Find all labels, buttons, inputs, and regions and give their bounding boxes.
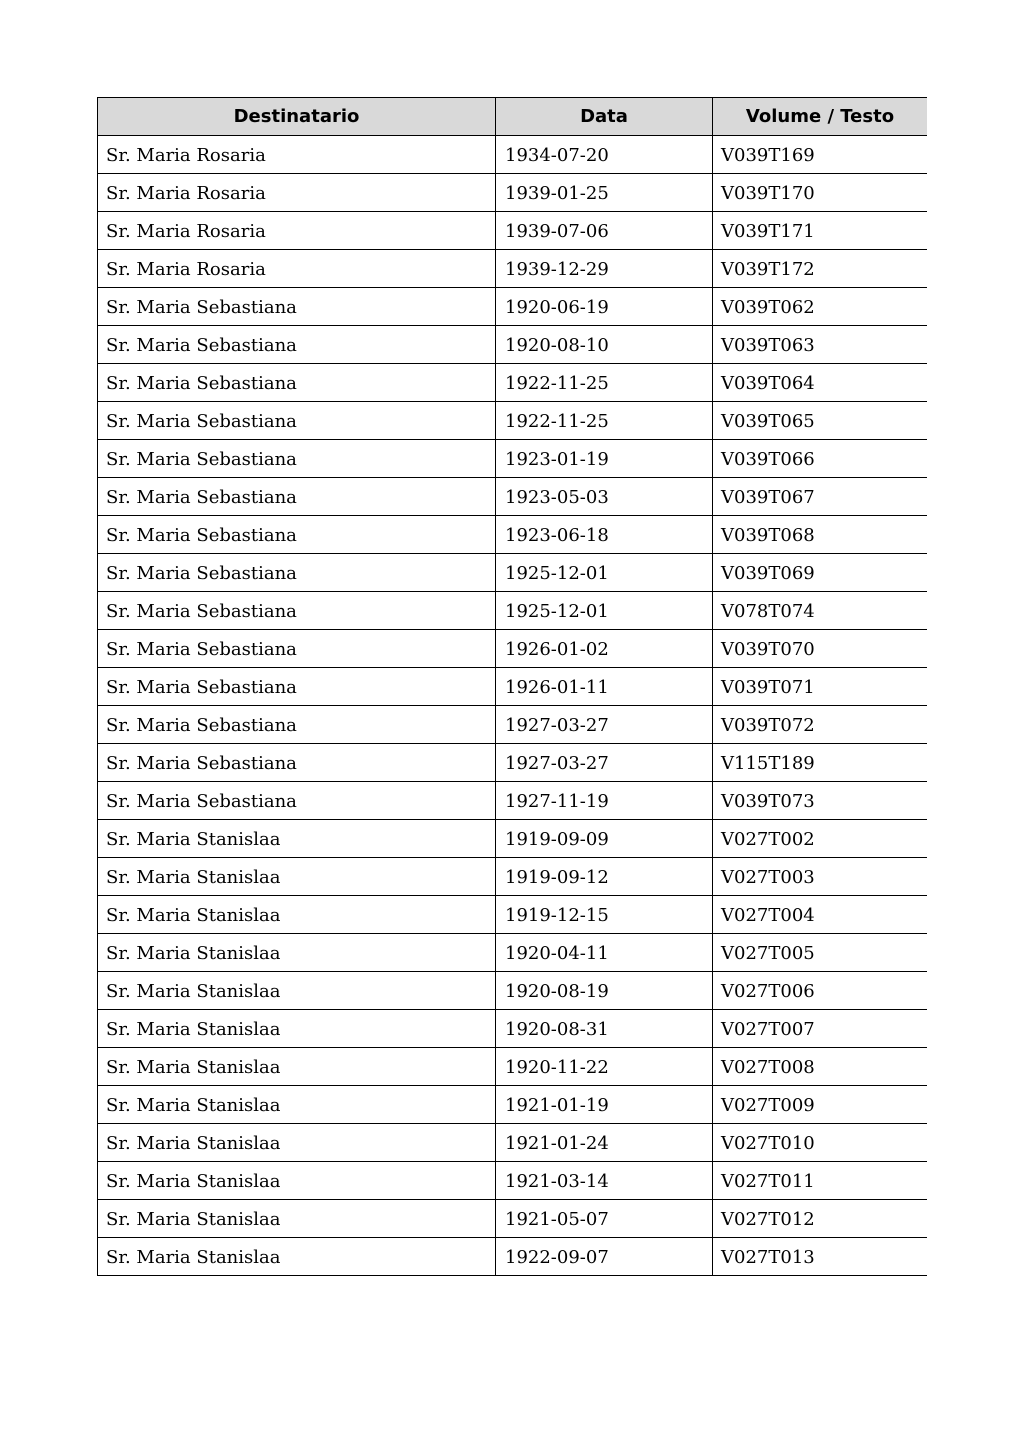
table-row: [98, 1124, 928, 1162]
cell-data: 1939-12-29: [496, 250, 713, 288]
cell-destinatario: Sr. Maria Sebastiana: [98, 326, 496, 364]
header-data: Data: [496, 98, 713, 136]
cell-volume-testo: V039T171: [713, 212, 928, 250]
cell-volume-testo: V027T009: [713, 1086, 928, 1124]
cell-destinatario: Sr. Maria Stanislaa: [98, 1124, 496, 1162]
cell-data: 1920-11-22: [496, 1048, 713, 1086]
cell-volume-testo: V039T062: [713, 288, 928, 326]
cell-volume-testo: V039T066: [713, 440, 928, 478]
cell-data: 1919-12-15: [496, 896, 713, 934]
header-volume-testo: Volume / Testo: [713, 98, 928, 136]
cell-data: 1923-05-03: [496, 478, 713, 516]
cell-data: 1919-09-09: [496, 820, 713, 858]
cell-data: 1925-12-01: [496, 554, 713, 592]
records-table: [97, 97, 927, 1276]
table-row: [98, 1010, 928, 1048]
cell-destinatario: Sr. Maria Stanislaa: [98, 858, 496, 896]
cell-data: 1921-01-24: [496, 1124, 713, 1162]
cell-destinatario: Sr. Maria Rosaria: [98, 250, 496, 288]
cell-data: 1920-08-10: [496, 326, 713, 364]
cell-destinatario: Sr. Maria Sebastiana: [98, 364, 496, 402]
table-row: [98, 212, 928, 250]
header-destinatario: Destinatario: [98, 98, 496, 136]
header-row: [98, 98, 928, 136]
cell-data: 1920-06-19: [496, 288, 713, 326]
table-row: [98, 440, 928, 478]
cell-data: 1922-11-25: [496, 364, 713, 402]
table-row: [98, 592, 928, 630]
table-row: [98, 1162, 928, 1200]
cell-data: 1926-01-11: [496, 668, 713, 706]
cell-destinatario: Sr. Maria Sebastiana: [98, 288, 496, 326]
cell-destinatario: Sr. Maria Stanislaa: [98, 896, 496, 934]
cell-data: 1923-01-19: [496, 440, 713, 478]
cell-data: 1922-11-25: [496, 402, 713, 440]
table-row: [98, 554, 928, 592]
cell-destinatario: Sr. Maria Sebastiana: [98, 592, 496, 630]
cell-destinatario: Sr. Maria Sebastiana: [98, 516, 496, 554]
cell-volume-testo: V078T074: [713, 592, 928, 630]
cell-destinatario: Sr. Maria Sebastiana: [98, 554, 496, 592]
table-row: [98, 136, 928, 174]
cell-volume-testo: V027T004: [713, 896, 928, 934]
cell-destinatario: Sr. Maria Sebastiana: [98, 402, 496, 440]
cell-destinatario: Sr. Maria Stanislaa: [98, 934, 496, 972]
cell-volume-testo: V027T011: [713, 1162, 928, 1200]
cell-data: 1920-04-11: [496, 934, 713, 972]
cell-destinatario: Sr. Maria Sebastiana: [98, 440, 496, 478]
cell-data: 1922-09-07: [496, 1238, 713, 1276]
cell-data: 1920-08-31: [496, 1010, 713, 1048]
cell-data: 1919-09-12: [496, 858, 713, 896]
table-header: [98, 98, 928, 136]
cell-volume-testo: V027T005: [713, 934, 928, 972]
cell-volume-testo: V027T008: [713, 1048, 928, 1086]
cell-data: 1939-01-25: [496, 174, 713, 212]
table-row: [98, 288, 928, 326]
table-row: [98, 706, 928, 744]
cell-destinatario: Sr. Maria Sebastiana: [98, 630, 496, 668]
cell-volume-testo: V039T067: [713, 478, 928, 516]
cell-volume-testo: V027T003: [713, 858, 928, 896]
cell-data: 1927-03-27: [496, 706, 713, 744]
cell-volume-testo: V039T068: [713, 516, 928, 554]
cell-destinatario: Sr. Maria Rosaria: [98, 212, 496, 250]
table-row: [98, 516, 928, 554]
cell-destinatario: Sr. Maria Stanislaa: [98, 1162, 496, 1200]
table-row: [98, 972, 928, 1010]
cell-volume-testo: V039T172: [713, 250, 928, 288]
table-row: [98, 1238, 928, 1276]
cell-data: 1934-07-20: [496, 136, 713, 174]
table-row: [98, 402, 928, 440]
cell-data: 1921-03-14: [496, 1162, 713, 1200]
cell-destinatario: Sr. Maria Stanislaa: [98, 1238, 496, 1276]
table-container: [97, 97, 927, 1312]
cell-destinatario: Sr. Maria Stanislaa: [98, 820, 496, 858]
cell-destinatario: Sr. Maria Stanislaa: [98, 1010, 496, 1048]
table-row: [98, 782, 928, 820]
cell-destinatario: Sr. Maria Rosaria: [98, 174, 496, 212]
cell-data: 1927-03-27: [496, 744, 713, 782]
cell-volume-testo: V039T064: [713, 364, 928, 402]
cell-volume-testo: V027T012: [713, 1200, 928, 1238]
table-row: [98, 1086, 928, 1124]
cell-destinatario: Sr. Maria Sebastiana: [98, 744, 496, 782]
cell-volume-testo: V039T070: [713, 630, 928, 668]
cell-data: 1921-01-19: [496, 1086, 713, 1124]
cell-volume-testo: V027T007: [713, 1010, 928, 1048]
cell-volume-testo: V027T013: [713, 1238, 928, 1276]
cell-volume-testo: V039T170: [713, 174, 928, 212]
cell-destinatario: Sr. Maria Stanislaa: [98, 1086, 496, 1124]
cell-volume-testo: V039T065: [713, 402, 928, 440]
table-row: [98, 478, 928, 516]
table-body: [98, 136, 928, 1276]
cell-destinatario: Sr. Maria Sebastiana: [98, 668, 496, 706]
cell-volume-testo: V039T071: [713, 668, 928, 706]
table-row: [98, 630, 928, 668]
table-row: [98, 250, 928, 288]
cell-destinatario: Sr. Maria Rosaria: [98, 136, 496, 174]
table-row: [98, 934, 928, 972]
table-row: [98, 1048, 928, 1086]
cell-destinatario: Sr. Maria Sebastiana: [98, 782, 496, 820]
cell-volume-testo: V039T073: [713, 782, 928, 820]
table-row: [98, 744, 928, 782]
cell-volume-testo: V027T006: [713, 972, 928, 1010]
cell-volume-testo: V115T189: [713, 744, 928, 782]
cell-data: 1939-07-06: [496, 212, 713, 250]
cell-destinatario: Sr. Maria Sebastiana: [98, 478, 496, 516]
cell-destinatario: Sr. Maria Stanislaa: [98, 972, 496, 1010]
table-row: [98, 174, 928, 212]
cell-volume-testo: V027T002: [713, 820, 928, 858]
cell-volume-testo: V039T072: [713, 706, 928, 744]
cell-data: 1927-11-19: [496, 782, 713, 820]
cell-volume-testo: V027T010: [713, 1124, 928, 1162]
cell-volume-testo: V039T169: [713, 136, 928, 174]
table-row: [98, 364, 928, 402]
table-row: [98, 896, 928, 934]
table-row: [98, 668, 928, 706]
table-row: [98, 820, 928, 858]
cell-data: 1920-08-19: [496, 972, 713, 1010]
cell-data: 1925-12-01: [496, 592, 713, 630]
table-row: [98, 1200, 928, 1238]
cell-volume-testo: V039T069: [713, 554, 928, 592]
cell-destinatario: Sr. Maria Stanislaa: [98, 1048, 496, 1086]
cell-destinatario: Sr. Maria Sebastiana: [98, 706, 496, 744]
table-row: [98, 858, 928, 896]
cell-data: 1923-06-18: [496, 516, 713, 554]
cell-destinatario: Sr. Maria Stanislaa: [98, 1200, 496, 1238]
cell-data: 1926-01-02: [496, 630, 713, 668]
cell-data: 1921-05-07: [496, 1200, 713, 1238]
cell-volume-testo: V039T063: [713, 326, 928, 364]
table-row: [98, 326, 928, 364]
